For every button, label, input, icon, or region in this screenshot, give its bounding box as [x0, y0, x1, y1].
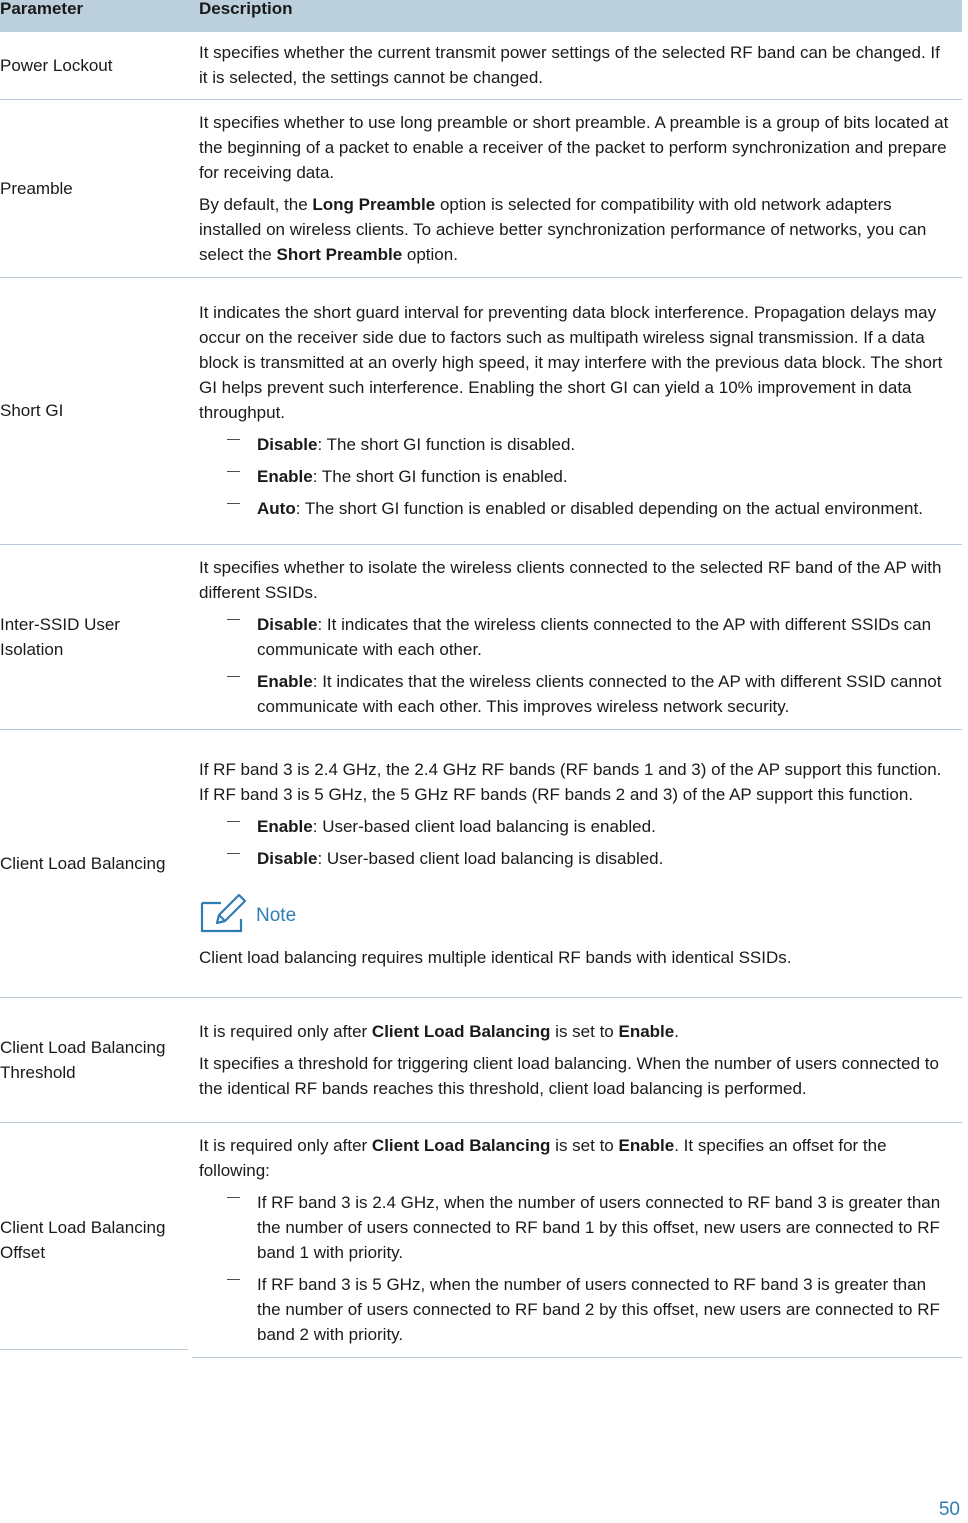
list-item: — Enable: The short GI function is enabled.: [199, 464, 952, 489]
dash-bullet-icon: —: [227, 667, 240, 683]
param-inter-ssid-isolation: Inter-SSID User Isolation: [0, 544, 192, 729]
desc-text: By default, the Long Preamble option is selected for compatibility with old network adapters installed on wireless clients. To achieve better synchronization performance of networks, you can select the Short Preamble option.: [199, 194, 927, 264]
desc-text: It is required only after Client Load Balancing is set to Enable.: [199, 1021, 679, 1041]
note-text: Client load balancing requires multiple identical RF bands with identical SSIDs.: [199, 947, 792, 967]
table-row: [0, 997, 962, 1122]
pencil-note-icon: [199, 893, 249, 933]
desc-text: It indicates the short guard interval for preventing data block interference. Propagation delays may occur on the receiver side due to factors such as multipath wireless signal transmission. If a data block is transmitted at an overly high speed, it may interfere with the previous data block. The short GI helps prevent such interference. Enabling the short GI can yield a 10% improvement in data throughput.: [199, 303, 943, 422]
dash-bullet-icon: —: [227, 1188, 240, 1204]
desc-preamble: [192, 99, 962, 277]
desc-short-gi: [192, 277, 962, 544]
desc-text: It specifies whether to use long preamble or short preamble. A preamble is a group of bits located at the beginning of a packet to enable a receiver of the packet to perform synchronization and prepare for receiving data.: [199, 112, 949, 182]
list-item: — Disable: It indicates that the wireless clients connected to the AP with different SSIDs can communicate with each other.: [199, 612, 952, 662]
desc-text: It specifies whether to isolate the wireless clients connected to the selected RF band of the AP with different SSIDs.: [199, 557, 942, 602]
param-client-load-balancing-offset: Client Load Balancing Offset: [0, 1217, 166, 1262]
table-row: [0, 1122, 962, 1357]
column-header-parameter: Parameter: [0, 0, 192, 32]
param-preamble: Preamble: [0, 99, 192, 277]
desc-client-load-balancing-offset: [192, 1122, 962, 1357]
param-client-load-balancing-threshold: Client Load Balancing Threshold: [0, 997, 192, 1122]
table-row: [0, 729, 962, 997]
desc-text: It is required only after Client Load Balancing is set to Enable. It specifies an offset for the following:: [199, 1135, 887, 1180]
list-item: — If RF band 3 is 5 GHz, when the number of users connected to RF band 3 is greater than the number of users connected to RF band 2 by this offset, new users are connected to RF band 2 with priority.: [199, 1272, 952, 1347]
list-item: — Enable: User-based client load balancing is enabled.: [199, 814, 952, 839]
desc-text: It specifies a threshold for triggering client load balancing. When the number of users connected to the identical RF bands reaches this threshold, client load balancing is performed.: [199, 1053, 939, 1098]
table-row: [0, 544, 962, 729]
dash-bullet-icon: —: [227, 495, 240, 510]
dash-bullet-icon: —: [227, 844, 240, 860]
desc-client-load-balancing-threshold: [192, 997, 962, 1122]
desc-text: It specifies whether the current transmit power settings of the selected RF band can be changed. If it is selected, the settings cannot be changed.: [199, 43, 940, 88]
list-item: — Disable: The short GI function is disabled.: [199, 432, 952, 457]
param-power-lockout: Power Lockout: [0, 32, 192, 99]
table-row: [0, 99, 962, 277]
table-row: [0, 277, 962, 544]
list-item: — Auto: The short GI function is enabled or disabled depending on the actual environment.: [199, 496, 952, 521]
page-number: 50: [938, 1499, 960, 1520]
param-client-load-balancing: Client Load Balancing: [0, 729, 192, 997]
column-header-description: Description: [192, 0, 962, 32]
note-label: Note: [256, 905, 297, 926]
desc-power-lockout: [192, 32, 962, 99]
table-header-row: [0, 0, 962, 32]
dash-bullet-icon: —: [227, 1270, 240, 1286]
table-row: [0, 32, 962, 99]
desc-text: If RF band 3 is 2.4 GHz, the 2.4 GHz RF bands (RF bands 1 and 3) of the AP support this function. If RF band 3 is 5 GHz, the 5 GHz RF bands (RF bands 2 and 3) of the AP support this function.: [199, 759, 942, 804]
list-item: — Enable: It indicates that the wireless clients connected to the AP with different SSID cannot communicate with each other. This improves wireless network security.: [199, 669, 952, 719]
list-item: — Disable: User-based client load balancing is disabled.: [199, 846, 952, 871]
dash-bullet-icon: —: [227, 463, 240, 478]
list-item: — If RF band 3 is 2.4 GHz, when the number of users connected to RF band 3 is greater than the number of users connected to RF band 1 by this offset, new users are connected to RF band 1 with priority.: [199, 1190, 952, 1265]
param-short-gi: Short GI: [0, 277, 192, 544]
desc-inter-ssid-isolation: [192, 544, 962, 729]
dash-bullet-icon: —: [227, 812, 240, 828]
dash-bullet-icon: —: [227, 610, 240, 626]
desc-client-load-balancing: [192, 729, 962, 997]
note-callout: [199, 893, 952, 933]
dash-bullet-icon: —: [227, 431, 240, 446]
table-bottom-rule: [0, 1349, 188, 1350]
